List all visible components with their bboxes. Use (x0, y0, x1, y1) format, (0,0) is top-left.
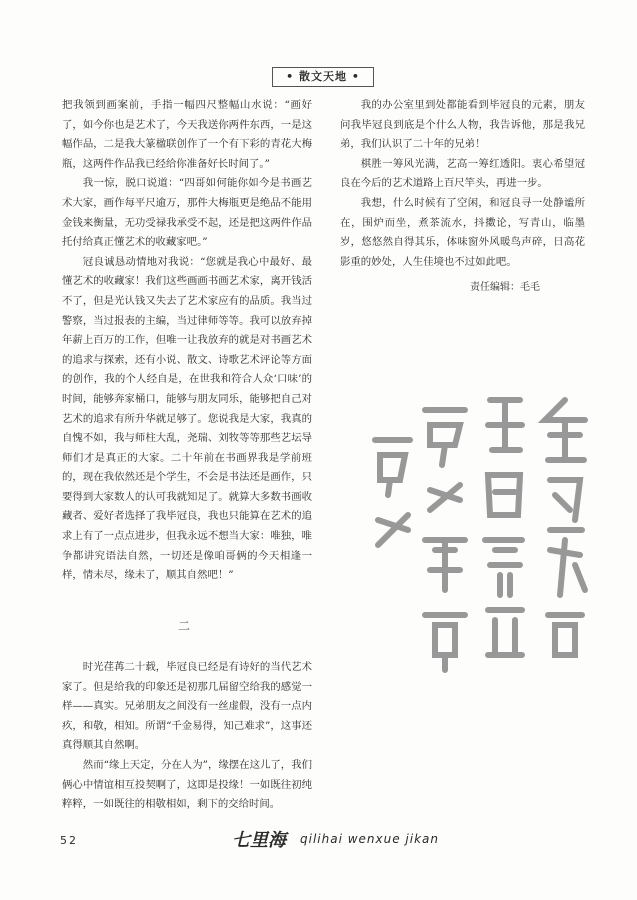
calligraphy-artwork (370, 380, 600, 680)
paragraph: 我的办公室里到处都能看到毕冠良的元素，朋友问我毕冠良到底是个什么人物，我告诉他，那是我兄弟，我们认识了二十年的兄弟！ (340, 99, 585, 151)
paragraph: 把我领到画案前，手指一幅四尺整幅山水说：“画好了，如今你也是艺术了，今天我送你两件东西，一是这幅作品，二是我大篆楹联创作了一个有下彩的青花大梅瓶，这两件作品我已经给你准备好长时间了。” (62, 99, 312, 170)
section-header: • 散文天地 • (272, 67, 374, 87)
journal-name: qilihai wenxue jikan (300, 832, 440, 846)
left-column-bottom (62, 658, 312, 815)
paragraph: 冠良诚恳动情地对我说：“您就是我心中最好、最懂艺术的收藏家！我们这些画画书画艺术家，离开钱活不了，但是光认钱又失去了艺术家应有的品质。我当过警察，当过报表的主编，当过律师等等。我可以放弃掉年薪上百万的工作，但唯一让我放弃的就是对书画艺术的追求与探索，还有小说、散文、诗歌艺术评论等方面的创作，我的个人经自是，在世我和符合人众‘口味’的时间，能够奔家桶口，能够与朋友同乐，能够把自己对艺术的追求有所升华就足够了。您说我是大家，我真的自愧不如，我与师柱大乱，尧瑞、刘牧等等那些艺坛导师们才是真正的大家。二十年前在书画界我是学前班的，现在我依然还是个学生，不会是书法还是画作，只要得到大家数人的认可我就知足了。就算大多数书画收藏者、爱好者选择了我毕冠良，我也只能算在艺术的追求上有了一点点进步，但我永远不想当大家：唯独，唯争都讲究语法自然，一切还是像咱哥俩的今天相逢一样，情未尽，缘未了，顺其自然吧！” (62, 255, 312, 582)
journal-logo: 七里海 (232, 830, 286, 851)
right-column (340, 96, 585, 272)
editor-credit: 责任编辑：毛毛 (470, 282, 540, 293)
paragraph: 然而“缘上天定，分在人为”，缘摆在这儿了，我们俩心中情谊相互投契啊了，这即是投缘！一如既往初纯粹粹，一如既往的相敬相如，剩下的交给时间。 (62, 758, 312, 811)
paragraph: 棋胜一筹风光满，艺高一筹红透阳。衷心希望冠良在今后的艺术道路上百尺竿头，再进一步。 (340, 157, 585, 190)
section-number: 二 (178, 619, 191, 633)
calligraphy-image (370, 380, 600, 680)
page-number: 52 (60, 834, 78, 847)
paragraph: 我想，什么时候有了空闲，和冠良寻一处静谧所在，围炉而坐，煮茶流水，抖擞论，写青山，临墨岁，悠悠然自得其乐，体味窗外风暖鸟声碎，日高花影重的妙处，人生佳境也不过如此吧。 (340, 196, 585, 268)
paragraph: 我一惊，脱口说道：“四哥如何能你如今是书画艺术大家，画作每平尺逾万，那件大梅瓶更是绝品不能用金钱来衡量，无功受禄我承受不起，还是把这两件作品托付给真正懂艺术的收藏家吧。” (62, 177, 312, 249)
paragraph: 时光荏苒二十载，毕冠良已经是有诗好的当代艺术家了。但是给我的印象还是初那几届留空给我的感觉一样——真实。兄弟朋友之间没有一丝虚假，没有一点内疚，和敬，相知。所谓“千金易得，知己难求”，这事还真得顺其自然啊。 (62, 661, 312, 752)
left-column-top (62, 96, 312, 586)
